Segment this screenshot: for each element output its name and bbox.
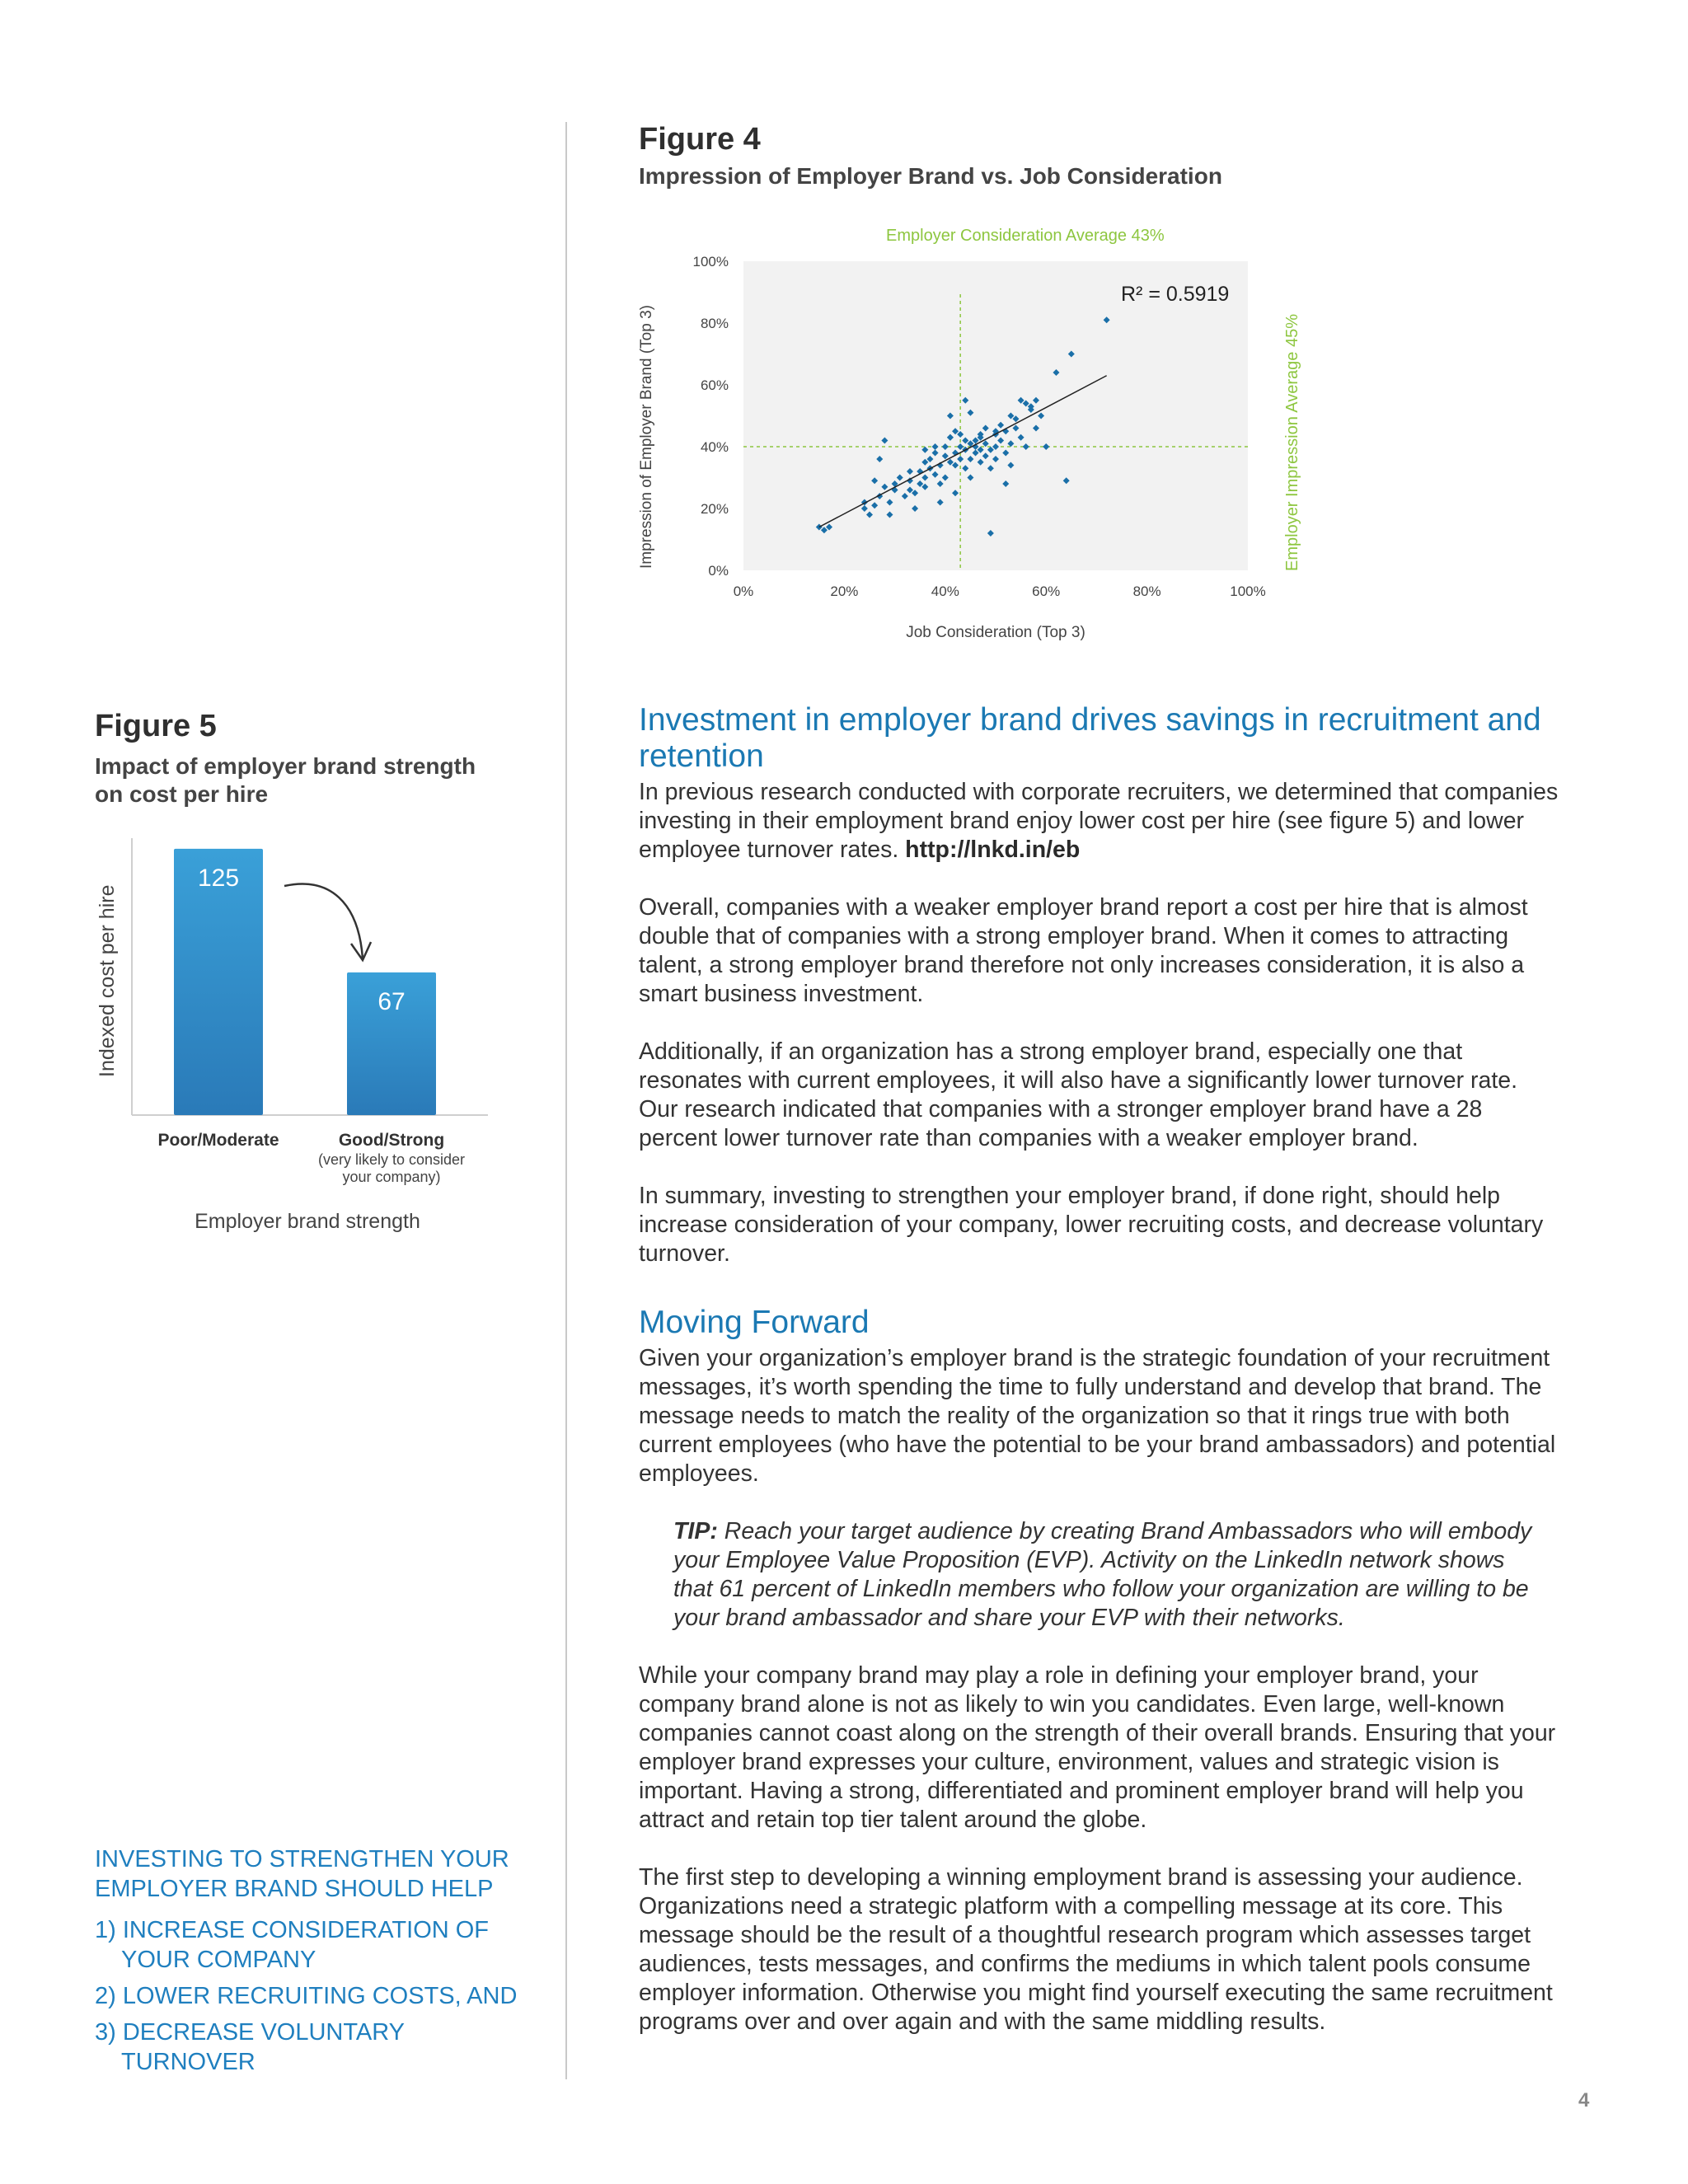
bar-category-sublabel: your company) [342,1169,441,1185]
figure5-title-line1: Impact of employer brand strength [95,753,476,779]
tip-box [673,1517,1545,1633]
main-column [639,702,1562,2036]
x-tick-label: 80% [1132,583,1161,599]
decrease-arrow-icon [284,884,363,958]
bar-value-label: 67 [377,987,406,1015]
bar-y-axis-title: Indexed cost per hire [96,884,119,1077]
tip-label: TIP: [673,1518,718,1544]
x-tick-label: 60% [1032,583,1061,599]
figure5-label: Figure 5 [95,709,217,743]
tip-text: Reach your target audience by creating Brand Ambassadors who will embody your Employee Value Proposition (EVP). Activity on the LinkedIn network shows that 61 percent of LinkedIn members who follow your organization are willing to be your brand ambassador and share your EVP with their networks. [673,1518,1532,1631]
x-tick-label: 20% [830,583,859,599]
y-tick-label: 40% [700,439,729,455]
x-average-label: Employer Consideration Average 43% [886,227,1165,245]
callout-heading: INVESTING TO STRENGTHEN YOUR EMPLOYER BRAND SHOULD HELP [95,1846,509,1902]
paragraph: Additionally, if an organization has a strong employer brand, especially one that resonates with current employees, it will also have a significantly lower turnover rate. Our research indicated that companies with a stronger employer brand have a 28 percent lower turnover rate than companies with a weaker employer brand. [639,1038,1518,1151]
callout-item: 1) INCREASE CONSIDERATION OF YOUR COMPANY [95,1917,490,1973]
figure4-header [639,122,1222,190]
figure5-header [95,709,476,808]
bar-value-label: 125 [197,864,240,892]
paragraph: In summary, investing to strengthen your employer brand, if done right, should help increase consideration of your company, lower recruiting costs, and decrease voluntary turnover. [639,1183,1544,1267]
r-squared-label: R² = 0.5919 [1121,283,1230,306]
paragraph: The first step to developing a winning employment brand is assessing your audience. Organizations need a strategic platform with a compelling message at its core. This message should be the result of a thoughtful research program which assesses target audiences, tests messages, and confirms the mediums in which talent pools consume employer information. Otherwise you might find yourself executing the same recruitment programs over and over again and with the same middling results. [639,1864,1553,2035]
callout-item: 2) LOWER RECRUITING COSTS, AND [95,1983,518,2009]
bar-category-label: Good/Strong [338,1131,445,1150]
paragraph [639,778,1562,865]
research-link[interactable]: http://lnkd.in/eb [905,837,1081,863]
y-tick-label: 100% [692,254,729,269]
page-number: 4 [1578,2089,1590,2111]
paragraph: While your company brand may play a role in defining your employer brand, your company brand alone is not as likely to win you candidates. Even large, well-known companies cannot coast along on the strength of their overall brands. Ensuring that your employer brand expresses your culture, environment, values and strategic vision is important. Having a strong, differentiated and prominent employer brand will help you attract and retain top tier talent around the globe. [639,1662,1556,1833]
bar-category-sublabel: (very likely to consider [317,1151,466,1168]
figure4-label: Figure 4 [639,122,761,157]
bar-category-label: Poor/Moderate [157,1131,279,1150]
y-tick-label: 60% [700,377,729,393]
x-axis-title: Job Consideration (Top 3) [906,624,1085,641]
y-tick-label: 20% [700,501,729,517]
scatter-chart [626,218,1335,655]
column-divider [565,122,567,2079]
paragraph: Overall, companies with a weaker employer brand report a cost per hire that is almost double that of companies with a strong employer brand. When it comes to attracting talent, a strong employer brand therefore not only increases consideration, it is also a smart business investment. [639,894,1528,1007]
callout-box [95,1844,540,2077]
paragraph: Given your organization’s employer brand is the strategic foundation of your recruitment messages, it’s worth spending the time to fully understand and develop that brand. The message needs to match the reality of the organization so that it rings true with both current employees (who have the potential to be your brand ambassadors) and potential employees. [639,1345,1556,1487]
x-tick-label: 100% [1230,583,1266,599]
y-average-label: Employer Impression Average 45% [1283,313,1301,571]
y-axis-title: Impression of Employer Brand (Top 3) [638,305,655,569]
y-tick-label: 80% [700,316,729,331]
callout-item: 3) DECREASE VOLUNTARY TURNOVER [95,2019,405,2075]
x-tick-label: 40% [931,583,959,599]
figure4-title: Impression of Employer Brand vs. Job Consideration [639,163,1222,189]
paragraph-text: In previous research conducted with corporate recruiters, we determined that companies investing in their employment brand enjoy lower cost per hire (see figure 5) and lower employee turnover rates. [639,779,1559,863]
bar-x-axis-title: Employer brand strength [195,1210,420,1233]
bar-chart [82,828,511,1249]
x-tick-label: 0% [733,583,754,599]
y-tick-label: 0% [708,563,729,579]
section-heading-investment: Investment in employer brand drives savings in recruitment and retention [639,702,1541,774]
figure5-title-line2: on cost per hire [95,781,269,807]
section-heading-moving-forward: Moving Forward [639,1305,870,1340]
